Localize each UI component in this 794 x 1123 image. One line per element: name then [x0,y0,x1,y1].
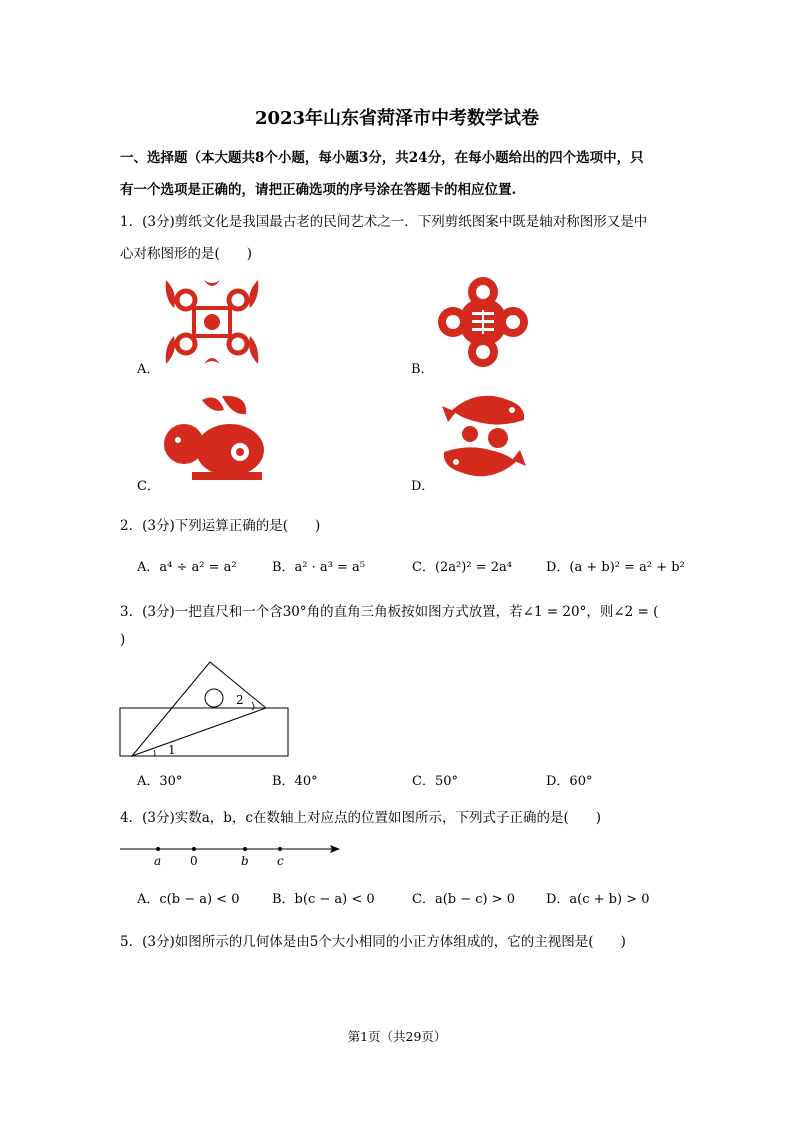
q3-stem-line2: ) [120,632,126,648]
q1-option-b-label: B． [411,362,434,377]
point-b [243,847,247,851]
q1-option-c-label: C． [137,479,160,494]
q1-stem-line2: 心对称图形的是( ) [120,246,253,262]
angle-2-label: 2 [236,693,244,707]
papercut-rabbit-image [162,392,270,484]
q5-stem: 5．(3分)如图所示的几何体是由5个大小相同的小正方体组成的，它的主视图是( ) [120,934,626,950]
label-b: b [241,854,249,868]
q4-option-a: A．c(b − a) < 0 [137,892,240,907]
label-a: a [154,854,162,868]
q2-option-a: A．a⁴ ÷ a² = a² [137,560,237,575]
label-c: c [277,854,284,868]
q2-option-d: D．(a + b)² = a² + b² [546,560,685,575]
section-heading-line2: 有一个选项是正确的，请把正确选项的序号涂在答题卡的相应位置. [120,182,517,198]
page-title: 2023年山东省菏泽市中考数学试卷 [254,108,540,129]
ruler-triangle-diagram [118,658,292,762]
papercut-fish-image [438,386,530,486]
section-heading-line1: 一、选择题（本大题共8个小题，每小题3分，共24分，在每小题给出的四个选项中，只 [120,150,644,166]
papercut-flower-image [164,278,260,366]
angle-1-arc [154,750,155,756]
point-a [156,847,160,851]
label-zero: 0 [190,854,198,868]
q4-option-d: D．a(c + b) > 0 [546,892,650,907]
q1-stem-line1: 1．(3分)剪纸文化是我国最古老的民间艺术之一．下列剪纸图案中既是轴对称图形又是中 [120,214,648,230]
page-footer: 第1页（共29页） [347,1029,447,1044]
angle-2-arc [252,702,254,710]
q3-option-d: D．60° [546,774,593,789]
q3-option-c: C．50° [412,774,458,789]
ruler-rect [120,708,288,756]
q1-option-a-label: A． [137,362,160,377]
q2-stem: 2．(3分)下列运算正确的是( ) [120,518,321,534]
set-square-hole [205,689,223,707]
number-line-diagram [120,840,342,870]
papercut-double-happiness-image [436,276,530,368]
point-zero [192,847,196,851]
q4-option-b: B．b(c − a) < 0 [272,892,375,907]
q4-stem: 4．(3分)实数a，b，c在数轴上对应点的位置如图所示，下列式子正确的是( ) [120,810,601,826]
angle-1-label: 1 [168,743,176,757]
q2-option-b: B．a² · a³ = a⁵ [272,560,365,575]
q4-option-c: C．a(b − c) > 0 [412,892,516,907]
q1-option-d-label: D． [411,479,435,494]
q3-stem-line1: 3．(3分)一把直尺和一个含30°角的直角三角板按如图方式放置，若∠1 = 20°，则∠2 = ( [120,604,659,620]
q3-option-a: A．30° [137,774,183,789]
point-c [278,847,282,851]
q3-option-b: B．40° [272,774,318,789]
q2-option-c: C．(2a²)² = 2a⁴ [412,560,512,575]
set-square-triangle [132,662,266,756]
